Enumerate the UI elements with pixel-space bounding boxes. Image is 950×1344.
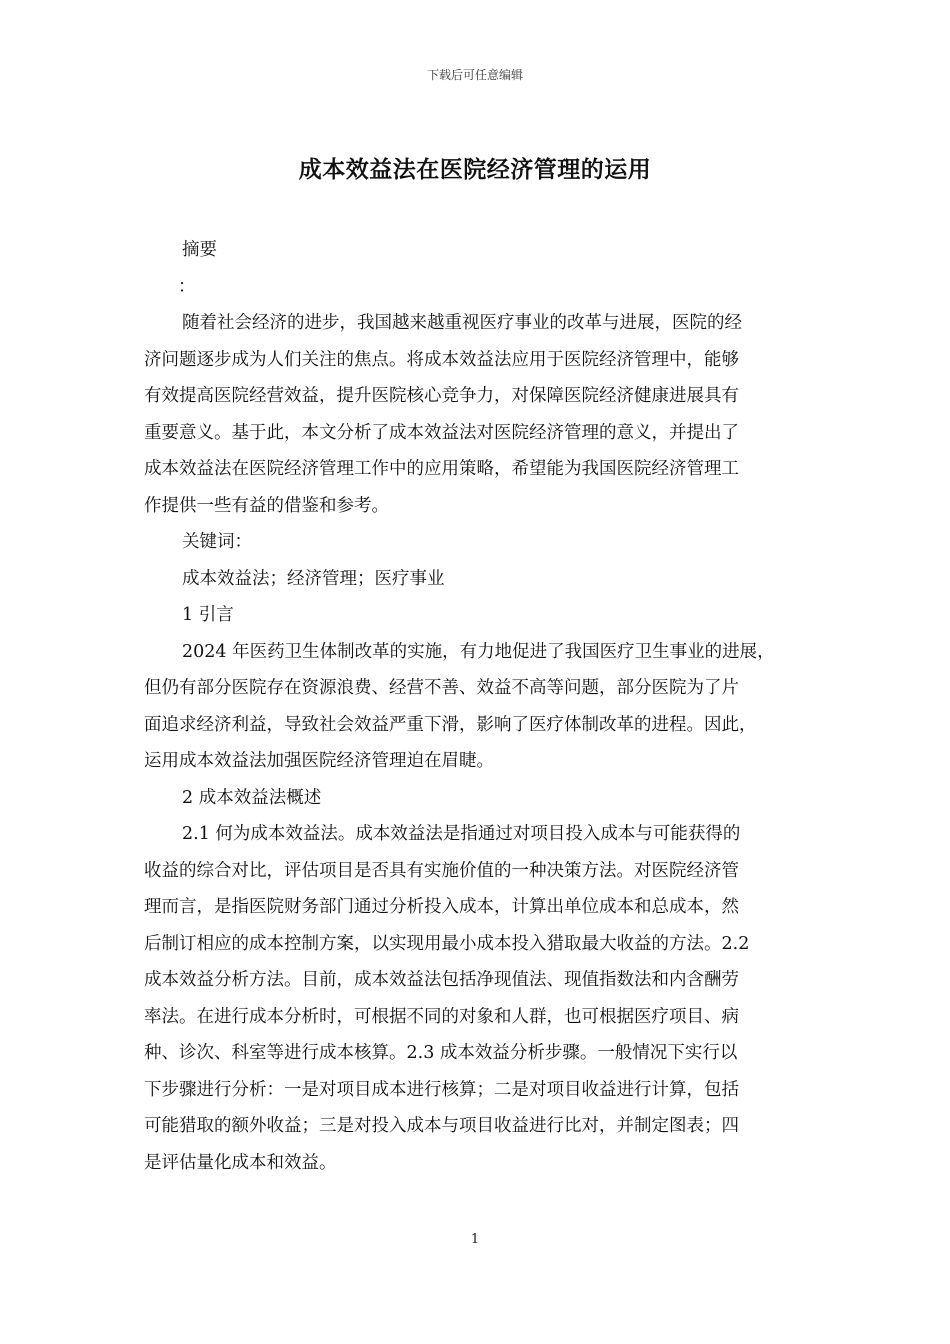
abstract-line: 随着社会经济的进步，我国越来越重视医疗事业的改革与进展，医院的经 — [182, 313, 742, 333]
section-line: 2024 年医药卫生体制改革的实施，有力地促进了我国医疗卫生事业的进展， — [182, 641, 775, 662]
section-line: 是评估量化成本和效益。 — [144, 1152, 337, 1173]
section-line: 2.1 何为成本效益法。成本效益法是指通过对项目投入成本与可能获得的 — [182, 824, 741, 844]
header-note: 下载后可任意编辑 — [426, 68, 523, 82]
section-line: 可能猎取的额外收益；三是对投入成本与项目收益进行比对，并制定图表；四 — [144, 1116, 739, 1136]
abstract-line: 成本效益法在医院经济管理工作中的应用策略，希望能为我国医院经济管理工 — [144, 459, 739, 479]
document-body — [144, 232, 808, 1181]
section-line: 后制订相应的成本控制方案，以实现用最小成本投入猎取最大收益的方法。2.2 — [144, 933, 750, 954]
document-title: 成本效益法在医院经济管理的运用 — [298, 157, 652, 183]
section-line: 运用成本效益法加强医院经济管理迫在眉睫。 — [144, 751, 494, 771]
section-line: 面追求经济利益，导致社会效益严重下滑，影响了医疗体制改革的进程。因此， — [144, 714, 757, 735]
section-line: 下步骤进行分析：一是对项目成本进行核算；二是对项目收益进行计算，包括 — [144, 1079, 739, 1100]
keywords-list: 成本效益法；经济管理；医疗事业 — [182, 568, 445, 589]
section-line: 但仍有部分医院存在资源浪费、经营不善、效益不高等问题，部分医院为了片 — [144, 678, 739, 698]
section-line: 种、诊次、科室等进行成本核算。2.3 成本效益分析步骤。一般情况下实行以 — [144, 1043, 738, 1063]
abstract-line: 作提供一些有益的借鉴和参考。 — [144, 495, 389, 516]
page-number: 1 — [470, 1232, 480, 1247]
abstract-line: 有效提高医院经营效益，提升医院核心竞争力，对保障医院经济健康进展具有 — [144, 386, 739, 406]
section-line: 收益的综合对比，评估项目是否具有实施价值的一种决策方法。对医院经济管 — [144, 860, 739, 881]
abstract-line: 济问题逐步成为人们关注的焦点。将成本效益法应用于医院经济管理中，能够 — [144, 349, 739, 370]
abstract-colon: ： — [178, 276, 196, 297]
section-line: 率法。在进行成本分析时，可根据不同的对象和人群，也可根据医疗项目、病 — [144, 1006, 739, 1027]
abstract-line: 重要意义。基于此，本文分析了成本效益法对医院经济管理的意义，并提出了 — [144, 422, 739, 443]
section-line: 成本效益分析方法。目前，成本效益法包括净现值法、现值指数法和内含酬劳 — [144, 970, 739, 990]
abstract-label: 摘要 — [182, 240, 217, 260]
section-heading: 1 引言 — [182, 605, 234, 625]
keywords-label: 关键词： — [182, 532, 252, 552]
section-line: 理而言，是指医院财务部门通过分析投入成本，计算出单位成本和总成本，然 — [144, 897, 739, 917]
section-heading: 2 成本效益法概述 — [182, 787, 322, 808]
